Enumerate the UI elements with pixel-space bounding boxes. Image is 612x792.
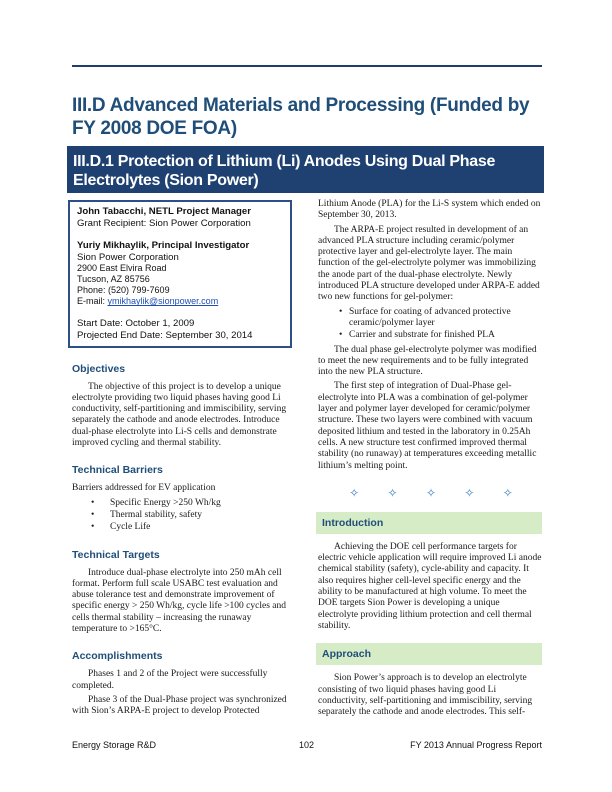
organization: Sion Power Corporation	[77, 251, 179, 263]
list-item: • Specific Energy >250 Wh/kg	[72, 498, 290, 509]
gel-functions-list	[318, 307, 542, 342]
targets-heading: Technical Targets	[72, 548, 160, 561]
integration-paragraph: The first step of integration of Dual-Phase gel-electrolyte into PLA was a combination of gel-polymer layer and polymer layer developed for ceramic/polymer structure. These two layers were combined with vacuum deposited lithium and tested in the laboratory in 0.25Ah cells. A new structure test confirmed improved thermal stability (no runaway) at temperatures exceeding metallic lithium’s melting point.	[318, 381, 537, 471]
email-label: E-mail:	[77, 296, 108, 307]
project-title-banner	[67, 146, 544, 193]
accomplishments-heading: Accomplishments	[72, 650, 163, 663]
barriers-heading: Technical Barriers	[72, 464, 163, 477]
manager-name: John Tabacchi, NETL Project Manager	[77, 206, 251, 217]
barriers-intro: Barriers addressed for EV application	[72, 483, 216, 494]
section-title: III.D Advanced Materials and Processing (Funded by FY 2008 DOE FOA)	[72, 95, 530, 139]
grant-recipient: Grant Recipient: Sion Power Corporation	[77, 217, 251, 229]
accomplishments-continued: Lithium Anode (PLA) for the Li-S system which ended on September 30, 2013.	[318, 199, 541, 221]
top-rule	[72, 65, 542, 67]
star-icon: ✧	[464, 485, 475, 500]
phone: Phone: (520) 799-7609	[77, 285, 170, 296]
section-divider	[335, 486, 527, 501]
pi-name: Yuriy Mikhaylik, Principal Investigator	[77, 240, 250, 252]
arpa-e-paragraph: The ARPA-E project resulted in development of an advanced PLA structure including ceramic/polymer protective layer and gel-electrolyte layer. The main function of the gel-electrolyte polymer was immobilizing the anode part of the dual-phase electrolyte. Newly introduced PLA structure developed under ARPA-E added two new functions for gel-polymer:	[318, 224, 540, 303]
project-info-box	[68, 200, 292, 348]
objectives-text: The objective of this project is to develop a unique electrolyte providing two liquid phases having good Li conductivity, self-partitioning and immiscibility, serving separately the cathode and anode electrodes. Introduce dual-phase electrolyte into Li-S cells and demonstrate improved cycling and thermal stability.	[72, 381, 287, 449]
introduction-text: Achieving the DOE cell performance targets for electric vehicle application will require improved Li anode chemical stability (safety), cycle-ability and capacity. It also requires higher cell-level specific energy and the ability to be manufactured at high volume. To meet the DOE targets Sion Power is developing a unique electrolyte providing lithium protection and cell thermal stability.	[318, 541, 542, 631]
accomplishments-p2: Phase 3 of the Dual-Phase project was synchronized with Sion’s ARPA-E project to develop Protected	[72, 694, 287, 717]
list-item: • Thermal stability, safety	[72, 510, 290, 521]
footer-right: FY 2013 Annual Progress Report	[410, 740, 542, 750]
page-number: 102	[299, 740, 315, 750]
dual-phase-paragraph: The dual phase gel-electrolyte polymer was modified to meet the new requirements and to be fully integrated into the new PLA structure.	[318, 344, 537, 378]
targets-text: Introduce dual-phase electrolyte into 250 mAh cell format. Perform full scale USABC test evaluation and abuse tolerance test and demonstrate improvement of specific energy > 250 Wh/kg, cycle life >100 cycles and cells thermal stability – increasing the runaway temperature to >165°C.	[72, 567, 287, 635]
end-date: Projected End Date: September 30, 2014	[77, 329, 253, 341]
objectives-heading: Objectives	[72, 362, 126, 375]
list-item: • Surface for coating of advanced protective ceramic/polymer layer	[318, 307, 542, 330]
address-line-1: 2900 East Elvira Road	[77, 263, 167, 274]
start-date: Start Date: October 1, 2009	[77, 318, 195, 330]
address-line-2: Tucson, AZ 85756	[77, 274, 150, 285]
approach-text: Sion Power’s approach is to develop an electrolyte consisting of two liquid phases having good Li conductivity, self-partitioning and immiscibility, serving separately the cathode and anode electrodes. This self-	[318, 673, 533, 718]
list-item: • Carrier and substrate for finished PLA	[318, 330, 542, 341]
email-link[interactable]: ymikhaylik@sionpower.com	[107, 296, 219, 307]
star-icon: ✧	[349, 485, 360, 500]
left-column	[72, 200, 290, 718]
star-icon: ✧	[425, 485, 436, 500]
introduction-heading: Introduction	[316, 512, 542, 534]
star-icon: ✧	[502, 485, 513, 500]
list-item: • Cycle Life	[72, 522, 290, 533]
approach-heading: Approach	[316, 643, 542, 665]
star-icon: ✧	[387, 485, 398, 500]
footer-left: Energy Storage R&D	[72, 740, 157, 750]
right-column	[318, 199, 542, 718]
email-line	[77, 296, 283, 307]
barriers-list	[72, 498, 290, 534]
project-title: III.D.1 Protection of Lithium (Li) Anodes Using Dual Phase Electrolytes (Sion Power)	[73, 153, 496, 189]
accomplishments-p1: Phases 1 and 2 of the Project were successfully completed.	[72, 669, 268, 691]
